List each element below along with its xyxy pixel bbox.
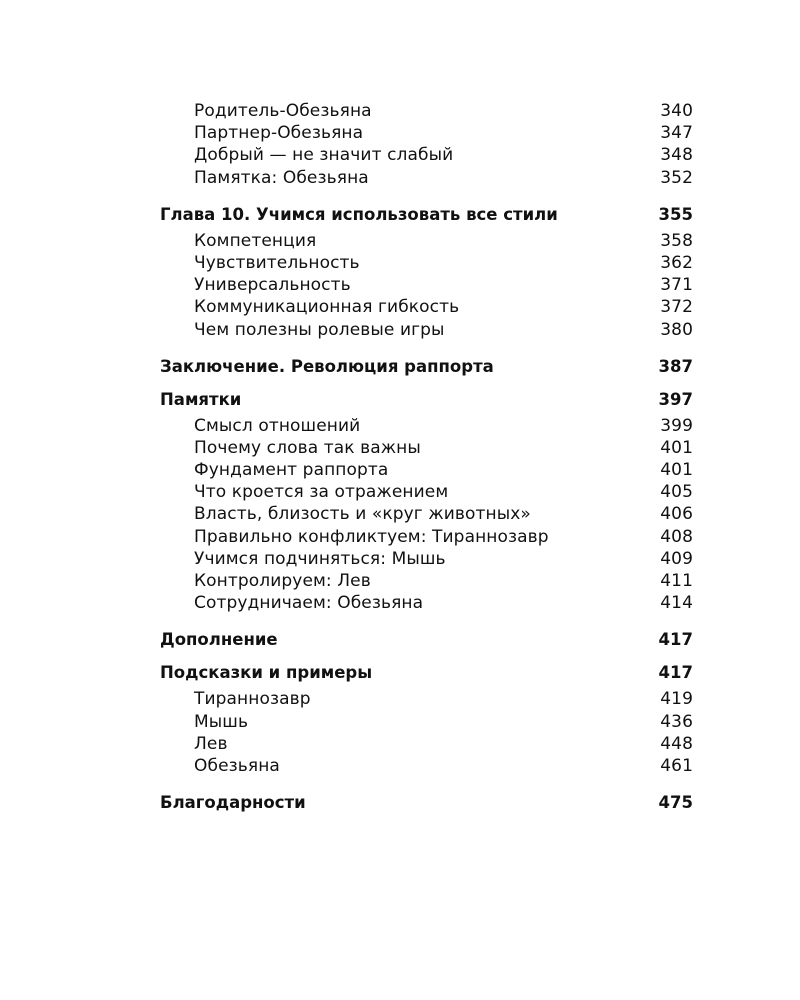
- toc-entry-chapter: [160, 629, 693, 651]
- toc-entry-page: 352: [660, 167, 693, 188]
- toc-entry-sub: [160, 733, 693, 755]
- toc-entry-title: Памятки: [160, 389, 242, 409]
- toc-entry-page: 409: [660, 548, 693, 569]
- toc-entry-sub: [160, 459, 693, 481]
- toc-entry-chapter: [160, 792, 693, 814]
- toc-entry-sub: [160, 437, 693, 459]
- toc-entry-title: Заключение. Революция раппорта: [160, 356, 494, 376]
- toc-entry-title: Власть, близость и «круг животных»: [194, 504, 531, 525]
- toc-entry-title: Контролируем: Лев: [194, 571, 371, 591]
- toc-entry-page: 380: [660, 319, 693, 340]
- toc-entry-title: Чувствительность: [194, 252, 360, 273]
- toc-entry-page: 399: [660, 415, 693, 436]
- toc-entry-sub: [160, 230, 693, 252]
- toc-entry-title: Компетенция: [194, 230, 317, 251]
- toc-entry-page: 405: [660, 482, 693, 503]
- toc-entry-page: 417: [658, 663, 693, 683]
- toc-entry-sub: [160, 548, 693, 570]
- toc-entry-page: 401: [660, 437, 693, 458]
- toc-entry-page: 397: [658, 389, 693, 409]
- toc-entry-title: Правильно конфликтуем: Тираннозавр: [194, 526, 549, 547]
- toc-entry-page: 371: [660, 275, 693, 296]
- toc-entry-title: Почему слова так важны: [194, 437, 421, 458]
- toc-entry-page: 408: [660, 526, 693, 547]
- toc-entry-page: 417: [658, 630, 693, 650]
- toc-entry-page: 475: [658, 793, 693, 813]
- toc-entry-sub: [160, 274, 693, 296]
- toc-entry-sub: [160, 592, 693, 614]
- toc-entry-page: 419: [660, 689, 693, 710]
- toc-entry-page: 358: [660, 230, 693, 251]
- toc-entry-title: Учимся подчиняться: Мышь: [194, 548, 446, 569]
- toc-entry-title: Родитель-Обезьяна: [194, 101, 372, 121]
- toc-entry-title: Смысл отношений: [194, 415, 361, 436]
- toc-entry-sub: [160, 711, 693, 733]
- toc-entry-sub: [160, 122, 693, 144]
- toc-entry-sub: [160, 688, 693, 710]
- toc-entry-chapter: [160, 389, 693, 411]
- toc-entry-page: 411: [660, 571, 693, 591]
- toc-entry-page: 414: [660, 593, 693, 614]
- toc-entry-title: Что кроется за отражением: [194, 482, 449, 503]
- toc-entry-title: Дополнение: [160, 630, 278, 650]
- toc-entry-sub: [160, 526, 693, 548]
- toc-entry-page: 406: [660, 504, 693, 525]
- toc-entry-title: Мышь: [194, 711, 249, 732]
- toc-entry-title: Сотрудничаем: Обезьяна: [194, 593, 424, 614]
- toc-entry-page: 436: [660, 711, 693, 732]
- toc-entry-page: 347: [660, 123, 693, 144]
- toc-entry-chapter: [160, 356, 693, 378]
- toc-entry-sub: [160, 503, 693, 525]
- toc-entry-sub: [160, 319, 693, 341]
- toc-entry-sub: [160, 296, 693, 318]
- toc-entry-sub: [160, 144, 693, 166]
- toc-entry-sub: [160, 252, 693, 274]
- toc-entry-title: Тираннозавр: [194, 689, 311, 710]
- toc-entry-sub: [160, 755, 693, 777]
- toc-entry-page: 348: [660, 145, 693, 166]
- toc-entry-page: 340: [660, 101, 693, 121]
- toc-entry-title: Универсальность: [194, 275, 351, 296]
- toc-entry-sub: [160, 100, 693, 122]
- toc-entry-chapter: [160, 204, 693, 226]
- toc-entry-title: Чем полезны ролевые игры: [194, 319, 445, 340]
- toc-entry-sub: [160, 167, 693, 189]
- toc-entry-page: 401: [660, 460, 693, 481]
- toc-entry-title: Памятка: Обезьяна: [194, 167, 369, 188]
- toc-entry-title: Партнер-Обезьяна: [194, 123, 364, 144]
- toc-entry-title: Подсказки и примеры: [160, 663, 373, 683]
- toc-entry-page: 387: [658, 356, 693, 376]
- table-of-contents: [160, 100, 693, 814]
- toc-entry-title: Обезьяна: [194, 755, 280, 776]
- toc-entry-title: Глава 10. Учимся использовать все стили: [160, 204, 558, 224]
- toc-entry-sub: [160, 481, 693, 503]
- toc-entry-title: Добрый — не значит слабый: [194, 145, 454, 166]
- toc-entry-title: Благодарности: [160, 793, 306, 813]
- toc-entry-page: 372: [660, 297, 693, 318]
- toc-entry-page: 461: [660, 755, 693, 776]
- toc-entry-sub: [160, 415, 693, 437]
- toc-entry-page: 355: [658, 204, 693, 224]
- toc-entry-title: Фундамент раппорта: [194, 460, 389, 481]
- toc-entry-sub: [160, 570, 693, 592]
- toc-entry-page: 362: [660, 252, 693, 273]
- toc-entry-title: Лев: [194, 733, 228, 754]
- toc-entry-title: Коммуникационная гибкость: [194, 297, 460, 318]
- toc-entry-page: 448: [660, 733, 693, 754]
- toc-entry-chapter: [160, 662, 693, 684]
